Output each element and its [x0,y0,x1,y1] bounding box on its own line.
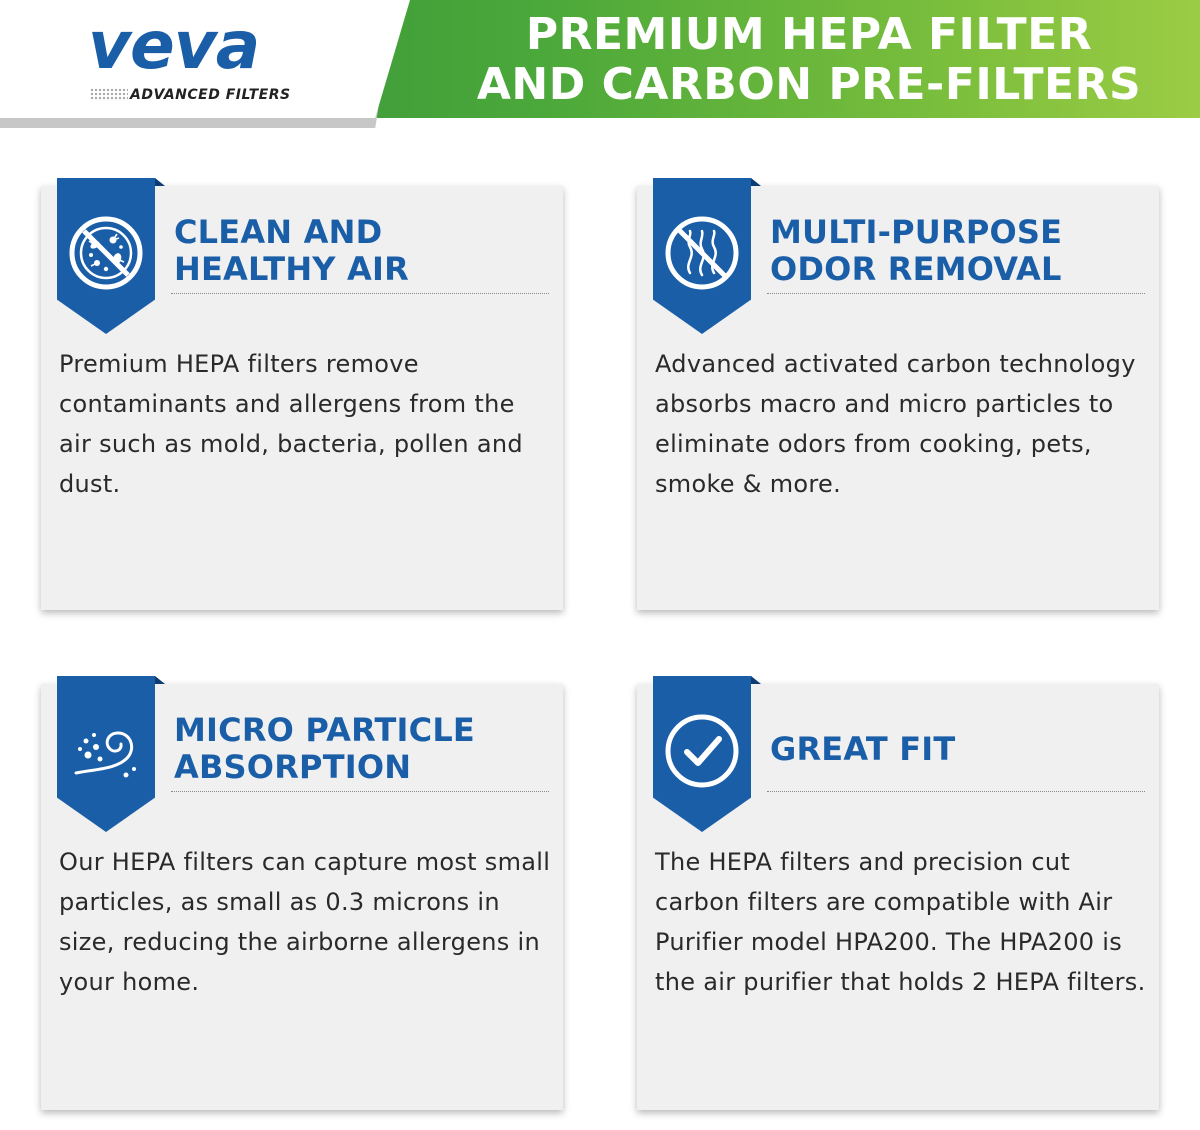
feature-ribbon-fold [751,676,761,684]
feature-ribbon-fold [751,178,761,186]
feature-card-great-fit [637,684,1159,1110]
no-odor-icon [662,213,742,293]
feature-divider [171,293,549,294]
header-banner [0,0,1200,128]
headline-line-2: AND CARBON PRE-FILTERS [476,59,1142,110]
checkmark-icon [662,711,742,791]
feature-title: CLEAN AND HEALTHY AIR [174,213,409,288]
feature-title: MICRO PARTICLE ABSORPTION [174,711,475,786]
feature-title: GREAT FIT [770,730,956,768]
feature-description: Our HEPA filters can capture most small particles, as small as 0.3 microns in size, reducing the airborne allergens in your home. [59,848,551,996]
feature-description: Premium HEPA filters remove contaminants and allergens from the air such as mold, bacteria, pollen and dust. [59,350,523,498]
feature-card-odor-removal [637,186,1159,610]
no-germs-icon [66,213,146,293]
feature-description: Advanced activated carbon technology absorbs macro and micro particles to eliminate odors from cooking, pets, smoke & more. [655,350,1136,498]
feature-ribbon-fold [155,676,165,684]
particles-swirl-icon [66,711,146,791]
feature-title: MULTI-PURPOSE ODOR REMOVAL [770,213,1063,288]
brand-logo-wordmark: veva [88,7,260,84]
feature-divider [767,293,1145,294]
feature-card-clean-air [41,186,563,610]
feature-ribbon-fold [155,178,165,186]
brand-logo [88,7,318,103]
feature-divider [171,791,549,792]
feature-description: The HEPA filters and precision cut carbon filters are compatible with Air Purifier model HPA200. The HPA200 is the air purifier that holds 2 HEPA filters. [655,848,1146,996]
brand-logo-tagline: ADVANCED FILTERS [130,87,291,103]
brand-logo-dots [90,88,128,101]
headline-line-1: PREMIUM HEPA FILTER [525,9,1093,60]
feature-card-micro-particle [41,684,563,1110]
feature-divider [767,791,1145,792]
page-headline [418,10,1200,110]
